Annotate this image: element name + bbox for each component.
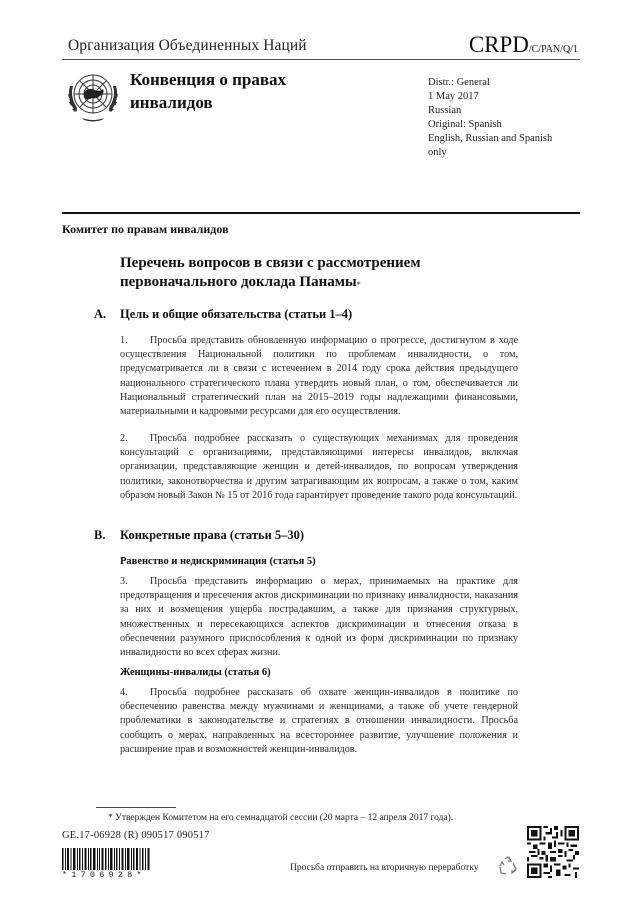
document-title	[120, 254, 540, 292]
paragraph-number: 2.	[120, 433, 128, 444]
paragraph-text: Просьба представить информацию о мерах, принимаемых на практике для предотвращения и пресечения актов дискриминации по признаку инвалидности, наказания за них и возмещения ущерба пострадавшим, а также для признания структурных, множественных и пересекающихся аспектов дискриминации и отнесения отказа в обеспечении разумного приспособления к одной из форм дискриминации по признаку инвалидности во всех сферах жизни.	[120, 576, 518, 659]
footnote-rule	[96, 807, 176, 808]
language-line: Russian	[428, 105, 462, 116]
footnote-marker[interactable]: *	[356, 280, 361, 289]
subsection-heading-women: Женщины-инвалиды (статья 6)	[120, 667, 271, 678]
paragraph-text: Просьба представить обновленную информацию о прогрессе, достигнутом в ходе осуществления Национальной политики по проблемам инвалидности, о том, предусматривается ли в связи с истечением в 2014 году срока действия предыдущего национального стратегического плана утвердить новый план, о том, обеспечивается ли Национальный стратегический план на 2015–2019 годы надлежащими финансовыми, материальными и кадровыми ресурсами для его осуществления.	[120, 335, 518, 418]
recycle-icon	[497, 855, 519, 877]
paragraph-1	[120, 334, 518, 419]
footnote: * Утвержден Комитетом на его семнадцатой сессии (20 марта – 12 апреля 2017 года).	[108, 813, 454, 823]
section-letter: B.	[94, 528, 106, 542]
section-title: Конкретные права (статьи 5–30)	[120, 528, 305, 542]
document-title-line1: Перечень вопросов в связи с рассмотрением	[120, 255, 421, 271]
paragraph-2	[120, 432, 518, 503]
paragraph-4	[120, 686, 518, 757]
header-thick-rule	[62, 212, 580, 214]
symbol-sub: /C/PAN/Q/1	[528, 44, 578, 55]
convention-title-line2: инвалидов	[130, 93, 213, 112]
subsection-heading-equality: Равенство и недискриминация (статья 5)	[120, 556, 316, 567]
distribution-block	[428, 76, 588, 160]
date-line: 1 May 2017	[428, 91, 479, 102]
convention-title-line1: Конвенция о правах	[130, 70, 287, 89]
section-a-heading	[94, 307, 352, 322]
section-letter: A.	[94, 307, 107, 321]
paragraph-number: 4.	[120, 687, 128, 698]
document-title-text: первоначального доклада Панамы	[120, 274, 357, 290]
original-language-line: Original: Spanish	[428, 119, 502, 130]
barcode-icon	[62, 848, 150, 870]
header-rule	[62, 59, 580, 60]
recycle-notice: Просьба отправить на вторичную переработку	[290, 863, 479, 873]
paragraph-number: 1.	[120, 335, 128, 346]
un-emblem-icon	[62, 66, 124, 128]
section-title: Цель и общие обязательства (статьи 1–4)	[120, 307, 353, 321]
qr-code-icon	[527, 826, 579, 878]
languages-line: English, Russian and Spanish	[428, 133, 553, 144]
committee-name: Комитет по правам инвалидов	[62, 222, 229, 236]
job-number: GE.17-06928 (R) 090517 090517	[62, 830, 210, 841]
convention-title	[130, 68, 286, 114]
languages-line-cont: only	[428, 147, 447, 158]
organization-name: Организация Объединенных Наций	[68, 37, 307, 54]
symbol-main: CRPD	[468, 32, 529, 57]
paragraph-3	[120, 575, 518, 660]
paragraph-text: Просьба подробнее рассказать об охвате женщин-инвалидов в политике по обеспечению равенства между мужчинами и женщинами, а также об учете гендерной проблематики в законодательстве и стратегиях в отношении инвалидности. Просьба сообщить о мерах, направленных на всестороннее развитие, улучшение положения и расширение прав и возможностей женщин-инвалидов.	[120, 687, 518, 755]
document-title-line2	[120, 273, 540, 292]
paragraph-number: 3.	[120, 576, 128, 587]
barcode-number: *1706928*	[62, 870, 146, 880]
distr-line: Distr.: General	[428, 77, 490, 88]
paragraph-text: Просьба подробнее рассказать о существующих механизмах для проведения консультаций с организациями, представляющими интересы инвалидов, включая организации, представляющие женщин и детей-инвалидов, по вопросам утверждения политики, законотворчества и другим затрагивающим их вопросам, а также о том, каким образом новый Закон № 15 от 2016 года гарантирует проведение такого рода консультаций.	[120, 433, 518, 501]
document-symbol	[469, 32, 578, 58]
section-b-heading	[94, 528, 304, 543]
